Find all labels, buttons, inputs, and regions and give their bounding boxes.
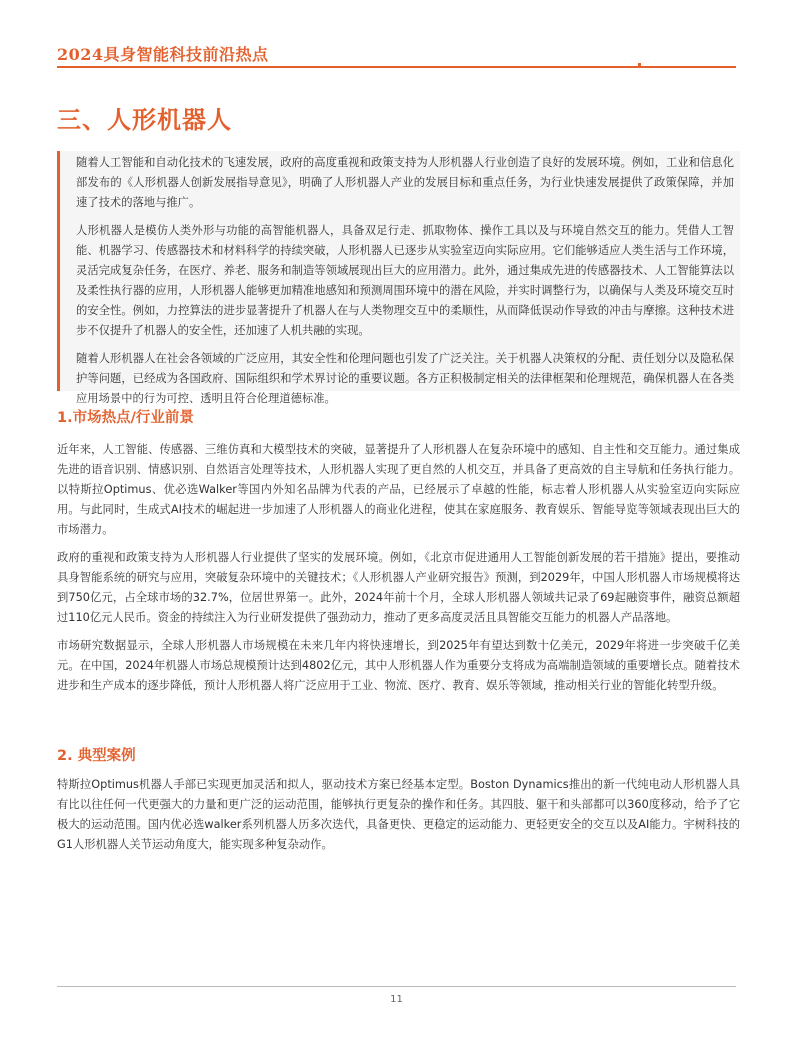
intro-callout-box (57, 151, 740, 405)
body-paragraph: 近年来，人工智能、传感器、三维仿真和大模型技术的突破，显著提升了人形机器人在复杂环境中的感知、自主性和交互能力。通过集成先进的语音识别、情感识别、自然语言处理等技术，人形机器人实现了更自然的人机交互，并具备了更高效的自主导航和任务执行能力。以特斯拉Optimus、优必选Walker等国内外知名品牌为代表的产品，已经展示了卓越的性能，标志着人形机器人从实验室迈向实际应用。与此同时，生成式AI技术的崛起进一步加速了人形机器人的商业化进程，使其在家庭服务、教育娱乐、智能导览等领域表现出巨大的市场潜力。 (57, 443, 740, 536)
subsection-title-market: 1.市场热点/行业前景 (57, 410, 194, 426)
footer-divider (57, 986, 736, 987)
header-divider (57, 66, 736, 68)
body-paragraph: 政府的重视和政策支持为人形机器人行业提供了坚实的发展环境。例如，《北京市促进通用人工智能创新发展的若干措施》提出，要推动具身智能系统的研究与应用，突破复杂环境中的关键技术；《人形机器人产业研究报告》预测，到2029年，中国人形机器人市场规模将达到750亿元，占全球市场的32.7%，位居世界第一。此外，2024年前十个月，全球人形机器人领域共记录了69起融资事件，融资总额超过110亿元人民币。资金的持续注入为行业研发提供了强劲动力，推动了更多高度灵活且具智能交互能力的机器人产品落地。 (57, 551, 740, 624)
intro-paragraph: 随着人工智能和自动化技术的飞速发展，政府的高度重视和政策支持为人形机器人行业创造了良好的发展环境。例如，工业和信息化部发布的《人形机器人创新发展指导意见》，明确了人形机器人产业的发展目标和重点任务，为行业快速发展提供了政策保障，并加速了技术的落地与推广。 (76, 156, 734, 209)
market-section-body (57, 440, 740, 704)
cases-section-body (57, 775, 740, 863)
running-header-title: 2024具身智能科技前沿热点 (57, 45, 269, 64)
intro-paragraph: 随着人形机器人在社会各领域的广泛应用，其安全性和伦理问题也引发了广泛关注。关于机器人决策权的分配、责任划分以及隐私保护等问题，已经成为各国政府、国际组织和学术界讨论的重要议题。各方正积极制定相关的法律框架和伦理规范，确保机器人在各类应用场景中的行为可控、透明且符合伦理道德标准。 (76, 352, 734, 405)
body-paragraph: 市场研究数据显示，全球人形机器人市场规模在未来几年内将快速增长，到2025年有望达到数十亿美元，2029年将进一步突破千亿美元。在中国，2024年机器人市场总规模预计达到4802亿元，其中人形机器人作为重要分支将成为高端制造领域的重要增长点。随着技术进步和生产成本的逐步降低，预计人形机器人将广泛应用于工业、物流、医疗、教育、娱乐等领域，推动相关行业的智能化转型升级。 (57, 639, 740, 692)
body-paragraph: 特斯拉Optimus机器人手部已实现更加灵活和拟人，驱动技术方案已经基本定型。Boston Dynamics推出的新一代纯电动人形机器人具有比以往任何一代更强大的力量和更广泛的运动范围，能够执行更复杂的操作和任务。其四肢、躯干和头部都可以360度移动，给予了它极大的运动范围。国内优必选walker系列机器人历多次迭代，具备更快、更稳定的运动能力、更轻更安全的交互以及AI能力。宇树科技的G1人形机器人关节运动角度大，能实现多种复杂动作。 (57, 778, 740, 851)
page-number: 11 (390, 994, 403, 1005)
subsection-title-cases: 2. 典型案例 (57, 748, 136, 764)
section-title: 三、人形机器人 (57, 106, 232, 134)
intro-paragraph: 人形机器人是模仿人类外形与功能的高智能机器人，具备双足行走、抓取物体、操作工具以及与环境自然交互的能力。凭借人工智能、机器学习、传感器技术和材料科学的持续突破，人形机器人已逐步从实验室迈向实际应用。它们能够适应人类生活与工作环境，灵活完成复杂任务，在医疗、养老、服务和制造等领域展现出巨大的应用潜力。此外，通过集成先进的传感器技术、人工智能算法以及柔性执行器的应用，人形机器人能够更加精准地感知和预测周围环境中的潜在风险，并实时调整行为，以确保与人类及环境交互时的安全性。例如，力控算法的进步显著提升了机器人在与人类物理交互中的柔顺性，从而降低误动作导致的冲击与摩擦。这种技术进步不仅提升了机器人的安全性，还加速了人机共融的实现。 (76, 224, 734, 337)
